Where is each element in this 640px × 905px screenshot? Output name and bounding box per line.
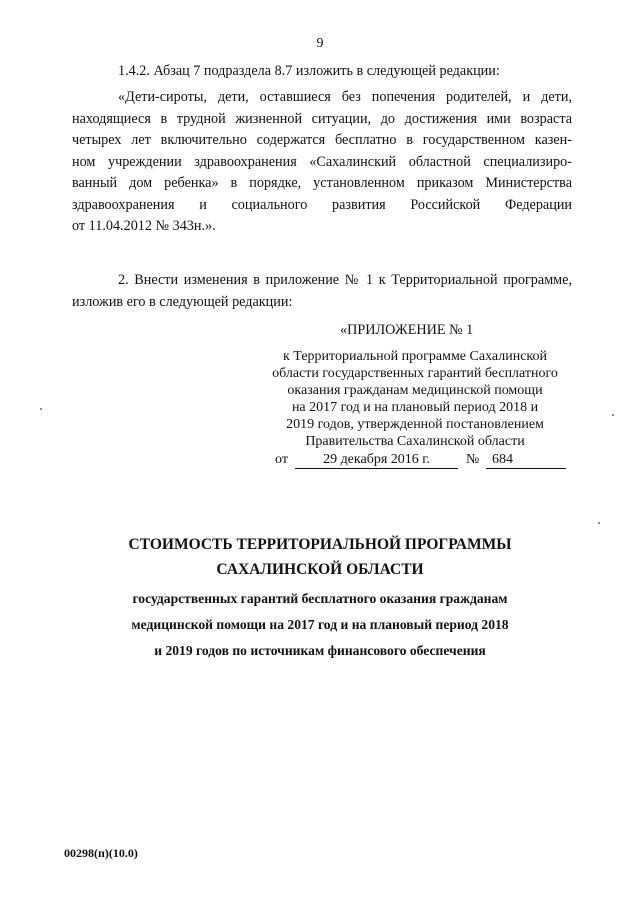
paragraph-quote — [72, 87, 572, 238]
scan-speck — [612, 414, 614, 416]
paragraph-line: от 11.04.2012 № 343н.». — [72, 218, 216, 234]
paragraph-line: 2. Внести изменения в приложение № 1 к Территориальной программе, — [118, 272, 572, 288]
paragraph-line: находящиеся в трудной жизненной ситуации, до достижения ими возраста — [72, 110, 572, 127]
resolution-number: 684 — [486, 452, 566, 469]
paragraph-2 — [72, 270, 572, 313]
section-subheading — [80, 586, 560, 664]
page-number: 9 — [316, 36, 324, 51]
paragraph-line: изложив его в следующей редакции: — [72, 293, 293, 310]
appendix-caption — [255, 348, 575, 450]
section-heading-line-1: СТОИМОСТЬ ТЕРРИТОРИАЛЬНОЙ ПРОГРАММЫ — [128, 536, 512, 553]
from-label: от — [275, 452, 288, 467]
appendix-line: на 2017 год и на плановый период 2018 и — [291, 400, 539, 415]
appendix-title: «ПРИЛОЖЕНИЕ № 1 — [340, 322, 474, 338]
paragraph-line: здравоохранения и социального развития Российской Федерации — [72, 196, 572, 213]
paragraph-line: 1.4.2. Абзац 7 подраздела 8.7 изложить в следующей редакции: — [118, 63, 500, 79]
subheading-line: и 2019 годов по источникам финансового обеспечения — [154, 643, 486, 658]
paragraph-line: четырех лет включительно содержатся бесплатно в государственном казен- — [72, 132, 572, 148]
resolution-reference — [275, 452, 565, 472]
scan-speck — [40, 408, 42, 410]
appendix-line: области государственных гарантий бесплатного — [272, 366, 558, 381]
paragraph-line: ном учреждении здравоохранения «Сахалинский областной специализиро- — [72, 153, 572, 170]
scan-speck — [598, 522, 600, 524]
appendix-line: оказания гражданам медицинской помощи — [287, 383, 543, 398]
resolution-date: 29 декабря 2016 г. — [295, 452, 458, 469]
subheading-line: государственных гарантий бесплатного оказания гражданам — [132, 591, 508, 606]
paragraph-line: «Дети-сироты, дети, оставшиеся без попечения родителей, и дети, — [118, 89, 572, 105]
number-label: № — [466, 452, 480, 467]
subheading-line: медицинской помощи на 2017 год и на плановый период 2018 — [131, 617, 509, 632]
section-heading-line-2: САХАЛИНСКОЙ ОБЛАСТИ — [216, 561, 424, 578]
appendix-line: Правительства Сахалинской области — [305, 434, 525, 449]
document-code: 00298(п)(10.0) — [64, 846, 138, 860]
appendix-line: 2019 годов, утвержденной постановлением — [286, 417, 544, 432]
appendix-line: к Территориальной программе Сахалинской — [283, 349, 547, 364]
paragraph-1-4-2 — [72, 61, 572, 83]
paragraph-line: ванный дом ребенка» в порядке, установленном приказом Министерства — [72, 175, 572, 191]
